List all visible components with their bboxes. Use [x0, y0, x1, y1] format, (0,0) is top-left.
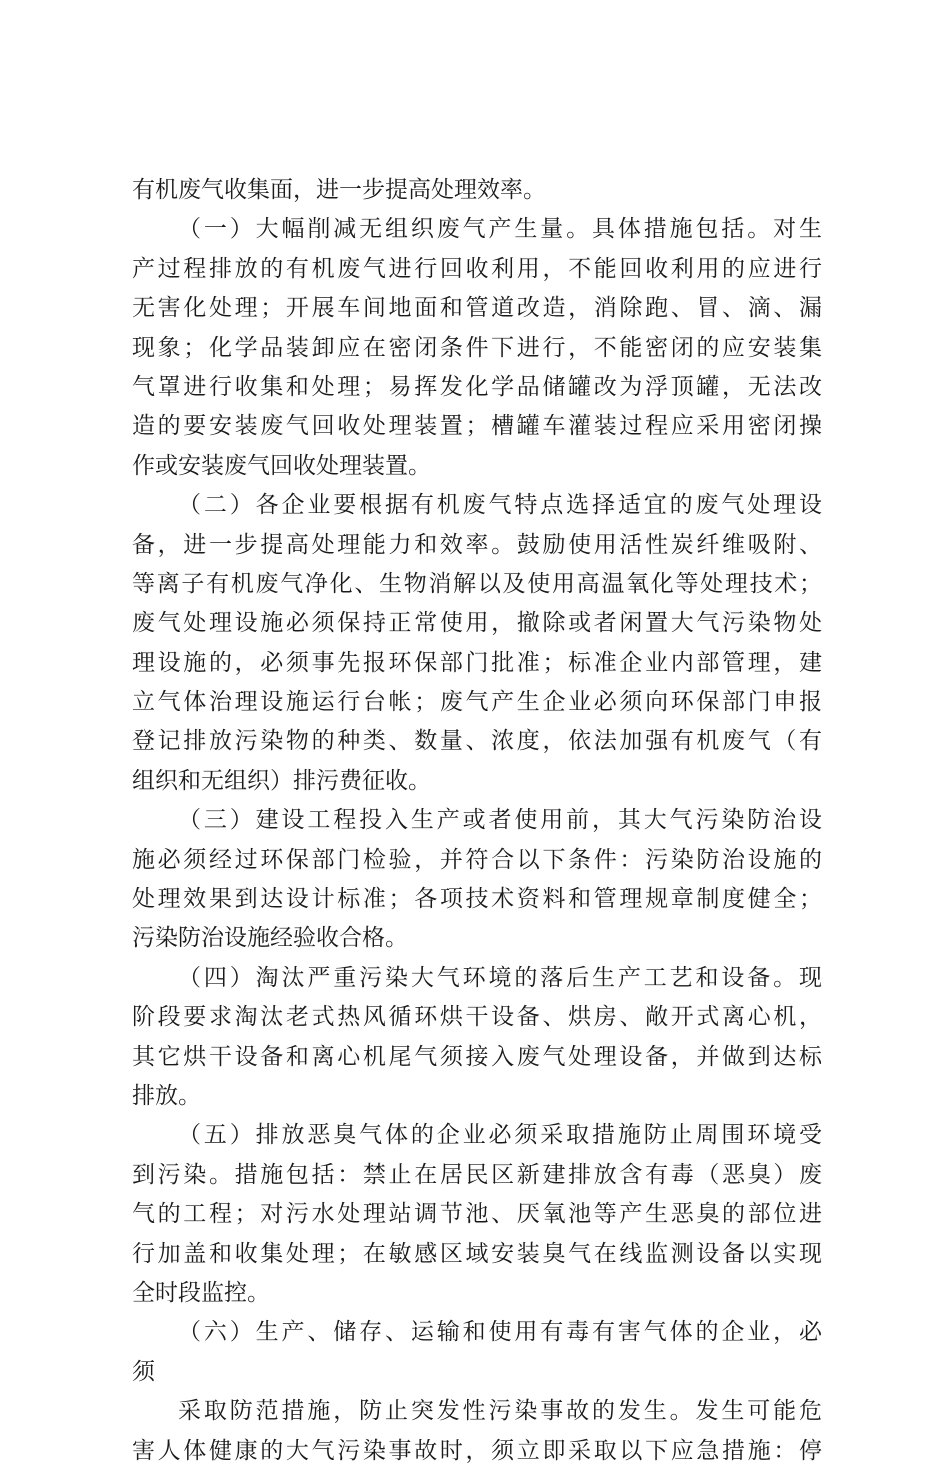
text-line: （二）各企业要根据有机废气特点选择适宜的废气处理设 [178, 492, 822, 519]
text-line: （一）大幅削减无组织废气产生量。具体措施包括。对生 [178, 216, 822, 243]
text-line: 立气体治理设施运行台帐；废气产生企业必须向环保部门申报 [132, 689, 822, 716]
text-line: 阶段要求淘汰老式热风循环烘干设备、烘房、敞开式离心机， [132, 1004, 822, 1031]
text-line: （四）淘汰严重污染大气环境的落后生产工艺和设备。现 [178, 964, 822, 991]
text-line: （三）建设工程投入生产或者使用前，其大气污染防治设 [178, 807, 822, 834]
text-line: 污染防治设施经验收合格。 [132, 925, 408, 952]
text-line: 到污染。措施包括：禁止在居民区新建排放含有毒（恶臭）废 [132, 1161, 822, 1188]
text-line: 等离子有机废气净化、生物消解以及使用高温氧化等处理技术； [132, 570, 822, 597]
text-line: 排放。 [132, 1082, 201, 1109]
text-line: 现象；化学品装卸应在密闭条件下进行，不能密闭的应安装集 [132, 334, 822, 361]
text-line: 造的要安装废气回收处理装置；槽罐车灌装过程应采用密闭操 [132, 413, 822, 440]
text-line: 作或安装废气回收处理装置。 [132, 452, 431, 479]
text-line: 施必须经过环保部门检验，并符合以下条件：污染防治设施的 [132, 846, 822, 873]
text-line: 废气处理设施必须保持正常使用，撤除或者闲置大气污染物处 [132, 610, 822, 637]
text-line: 气罩进行收集和处理；易挥发化学品储罐改为浮顶罐，无法改 [132, 373, 822, 400]
text-line: 产过程排放的有机废气进行回收利用，不能回收利用的应进行 [132, 255, 822, 282]
text-line: 须 [132, 1358, 155, 1385]
text-line: （五）排放恶臭气体的企业必须采取措施防止周围环境受 [178, 1122, 822, 1149]
text-line: 无害化处理；开展车间地面和管道改造，消除跑、冒、滴、漏 [132, 295, 822, 322]
document-body [132, 171, 822, 1471]
text-line: （六）生产、储存、运输和使用有毒有害气体的企业，必 [178, 1319, 822, 1346]
text-line: 处理效果到达设计标准；各项技术资料和管理规章制度健全； [132, 886, 822, 913]
text-line: 全时段监控。 [132, 1279, 270, 1306]
text-line: 备，进一步提高处理能力和效率。鼓励使用活性炭纤维吸附、 [132, 531, 822, 558]
text-line: 理设施的，必须事先报环保部门批准；标准企业内部管理，建 [132, 649, 822, 676]
text-line: 组织和无组织）排污费征收。 [132, 767, 431, 794]
text-line: 采取防范措施，防止突发性污染事故的发生。发生可能危 [178, 1398, 822, 1425]
text-line: 有机废气收集面，进一步提高处理效率。 [132, 177, 546, 203]
text-line: 登记排放污染物的种类、数量、浓度，依法加强有机废气（有 [132, 728, 822, 755]
text-line: 气的工程；对污水处理站调节池、厌氧池等产生恶臭的部位进 [132, 1201, 822, 1228]
text-line: 害人体健康的大气污染事故时，须立即采取以下应急措施：停 [132, 1437, 822, 1464]
text-line: 其它烘干设备和离心机尾气须接入废气处理设备，并做到达标 [132, 1043, 822, 1070]
text-line: 行加盖和收集处理；在敏感区域安装臭气在线监测设备以实现 [132, 1240, 822, 1267]
